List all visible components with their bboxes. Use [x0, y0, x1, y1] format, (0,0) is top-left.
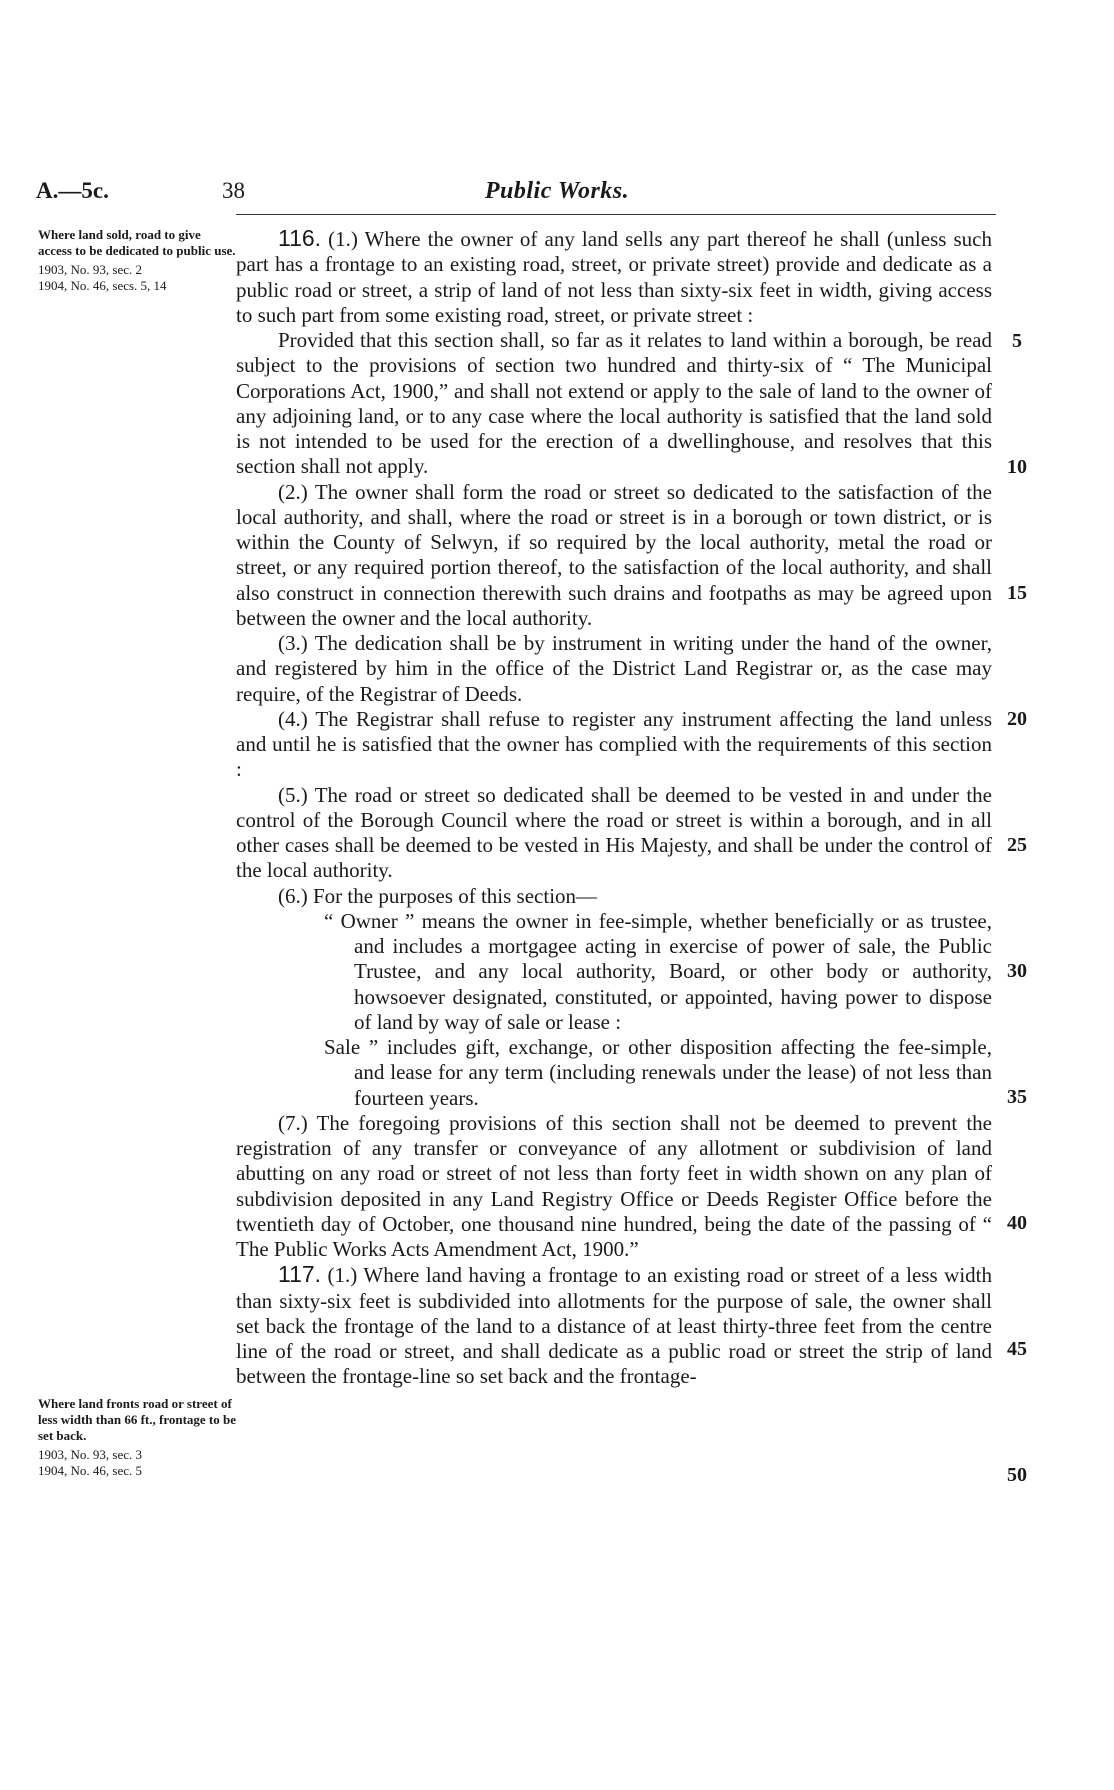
section-number: 116.	[278, 225, 322, 251]
section-116-proviso: Provided that this section shall, so far as it relates to land within a borough, be read subject to the provisions of section two hundred and thirty-six of “ The Municipal Corporations Act, 1900,” and shall not extend or apply to the sale of land to the owner of any adjoining land, or to any case where the local authority is satisfied that the land sold is not intended to be used for the erection of a dwellinghouse, and resolves that this section shall not apply.	[236, 328, 992, 479]
section-117-intro	[236, 1262, 992, 1389]
section-116-intro	[236, 226, 992, 328]
line-number: 20	[1007, 708, 1027, 730]
statute-body	[236, 226, 992, 1390]
subsection-6: (6.) For the purposes of this section—	[278, 883, 598, 908]
paper-code: A.—5c.	[36, 178, 109, 203]
section-number: 117.	[278, 1261, 322, 1288]
line-number: 5	[1012, 330, 1022, 352]
subsection-5: (5.) The road or street so dedicated shall be deemed to be vested in and under the control of the Borough Council where the road or street is within a borough, and in all other cases shall be deemed to be vested in His Majesty, and shall be under the control of the local authority.	[236, 782, 992, 883]
margin-note-refs: 1903, No. 93, sec. 2 1904, No. 46, secs. 5, 14	[38, 262, 167, 293]
line-number: 40	[1007, 1212, 1027, 1234]
margin-note-title: Where land fronts road or street of less width than 66 ft., frontage to be set back.	[38, 1396, 237, 1443]
definition-owner: “ Owner ” means the owner in fee-simple, whether beneficially or as trustee, and includes a mortgagee acting in exercise of power of sale, the Public Trustee, and any local authority, Board, or other body or authority, howsoever designated, constituted, or appointed, having power to dispose of land by way of sale or lease :	[324, 908, 992, 1034]
subsection-4: (4.) The Registrar shall refuse to register any instrument affecting the land unless and until he is satisfied that the owner has complied with the requirements of this section :	[236, 706, 992, 782]
subsection-7: (7.) The foregoing provisions of this section shall not be deemed to prevent the registration of any transfer or conveyance of any allotment or subdivision of land abutting on any road or street of not less than forty feet in width shown on any plan of subdivision deposited in any Land Registry Office or Deeds Register Office before the twentieth day of October, one thousand nine hundred, being the date of the passing of “ The Public Works Acts Amendment Act, 1900.”	[236, 1110, 992, 1261]
section-text: (1.) Where land having a frontage to an existing road or street of a less width than sixty-six feet is subdivided into allotments for the purpose of sale, the owner shall set back the frontage of the land to a distance of at least thirty-three feet from the centre line of the road or street, and shall dedicate as a public road or street the strip of land between the frontage-line so set back and the frontage-	[236, 1263, 992, 1389]
margin-note-116	[38, 227, 236, 294]
page-number: 38	[222, 178, 245, 203]
margin-note-title: Where land sold, road to give access to be dedicated to public use.	[38, 227, 236, 258]
section-text: (1.) Where the owner of any land sells any part thereof he shall (unless such part has a frontage to an existing road, street, or private street) provide and dedicate as a public road or street, a strip of land of not less than sixty-six feet in width, giving access to such part from some existing road, street, or private street :	[236, 227, 992, 327]
subsection-3: (3.) The dedication shall be by instrument in writing under the hand of the owner, and registered by him in the office of the District Land Registrar or, as the case may require, of the Registrar of Deeds.	[236, 631, 992, 706]
page-title: Public Works.	[484, 178, 630, 204]
line-number: 45	[1007, 1338, 1027, 1360]
line-number: 35	[1007, 1086, 1027, 1108]
definition-sale: Sale ” includes gift, exchange, or other disposition affecting the fee-simple, and lease for any term (including renewals under the lease) of not less than fourteen years.	[324, 1035, 992, 1110]
margin-note-117	[38, 1396, 236, 1479]
running-header	[36, 178, 1078, 212]
line-number: 50	[1007, 1464, 1027, 1486]
line-number: 30	[1007, 960, 1027, 982]
margin-note-refs: 1903, No. 93, sec. 3 1904, No. 46, sec. 5	[38, 1447, 142, 1478]
line-number: 15	[1007, 582, 1027, 604]
header-rule	[236, 214, 996, 215]
line-number: 10	[1007, 456, 1027, 478]
subsection-2: (2.) The owner shall form the road or street so dedicated to the satisfaction of the local authority, and shall, where the road or street is in a borough or town district, or is within the County of Selwyn, if so required by the local authority, metal the road or street, or any required portion thereof, to the satisfaction of the local authority, and shall also construct in connection therewith such drains and footpaths as may be agreed upon between the owner and the local authority.	[236, 479, 992, 630]
line-number: 25	[1007, 834, 1027, 856]
